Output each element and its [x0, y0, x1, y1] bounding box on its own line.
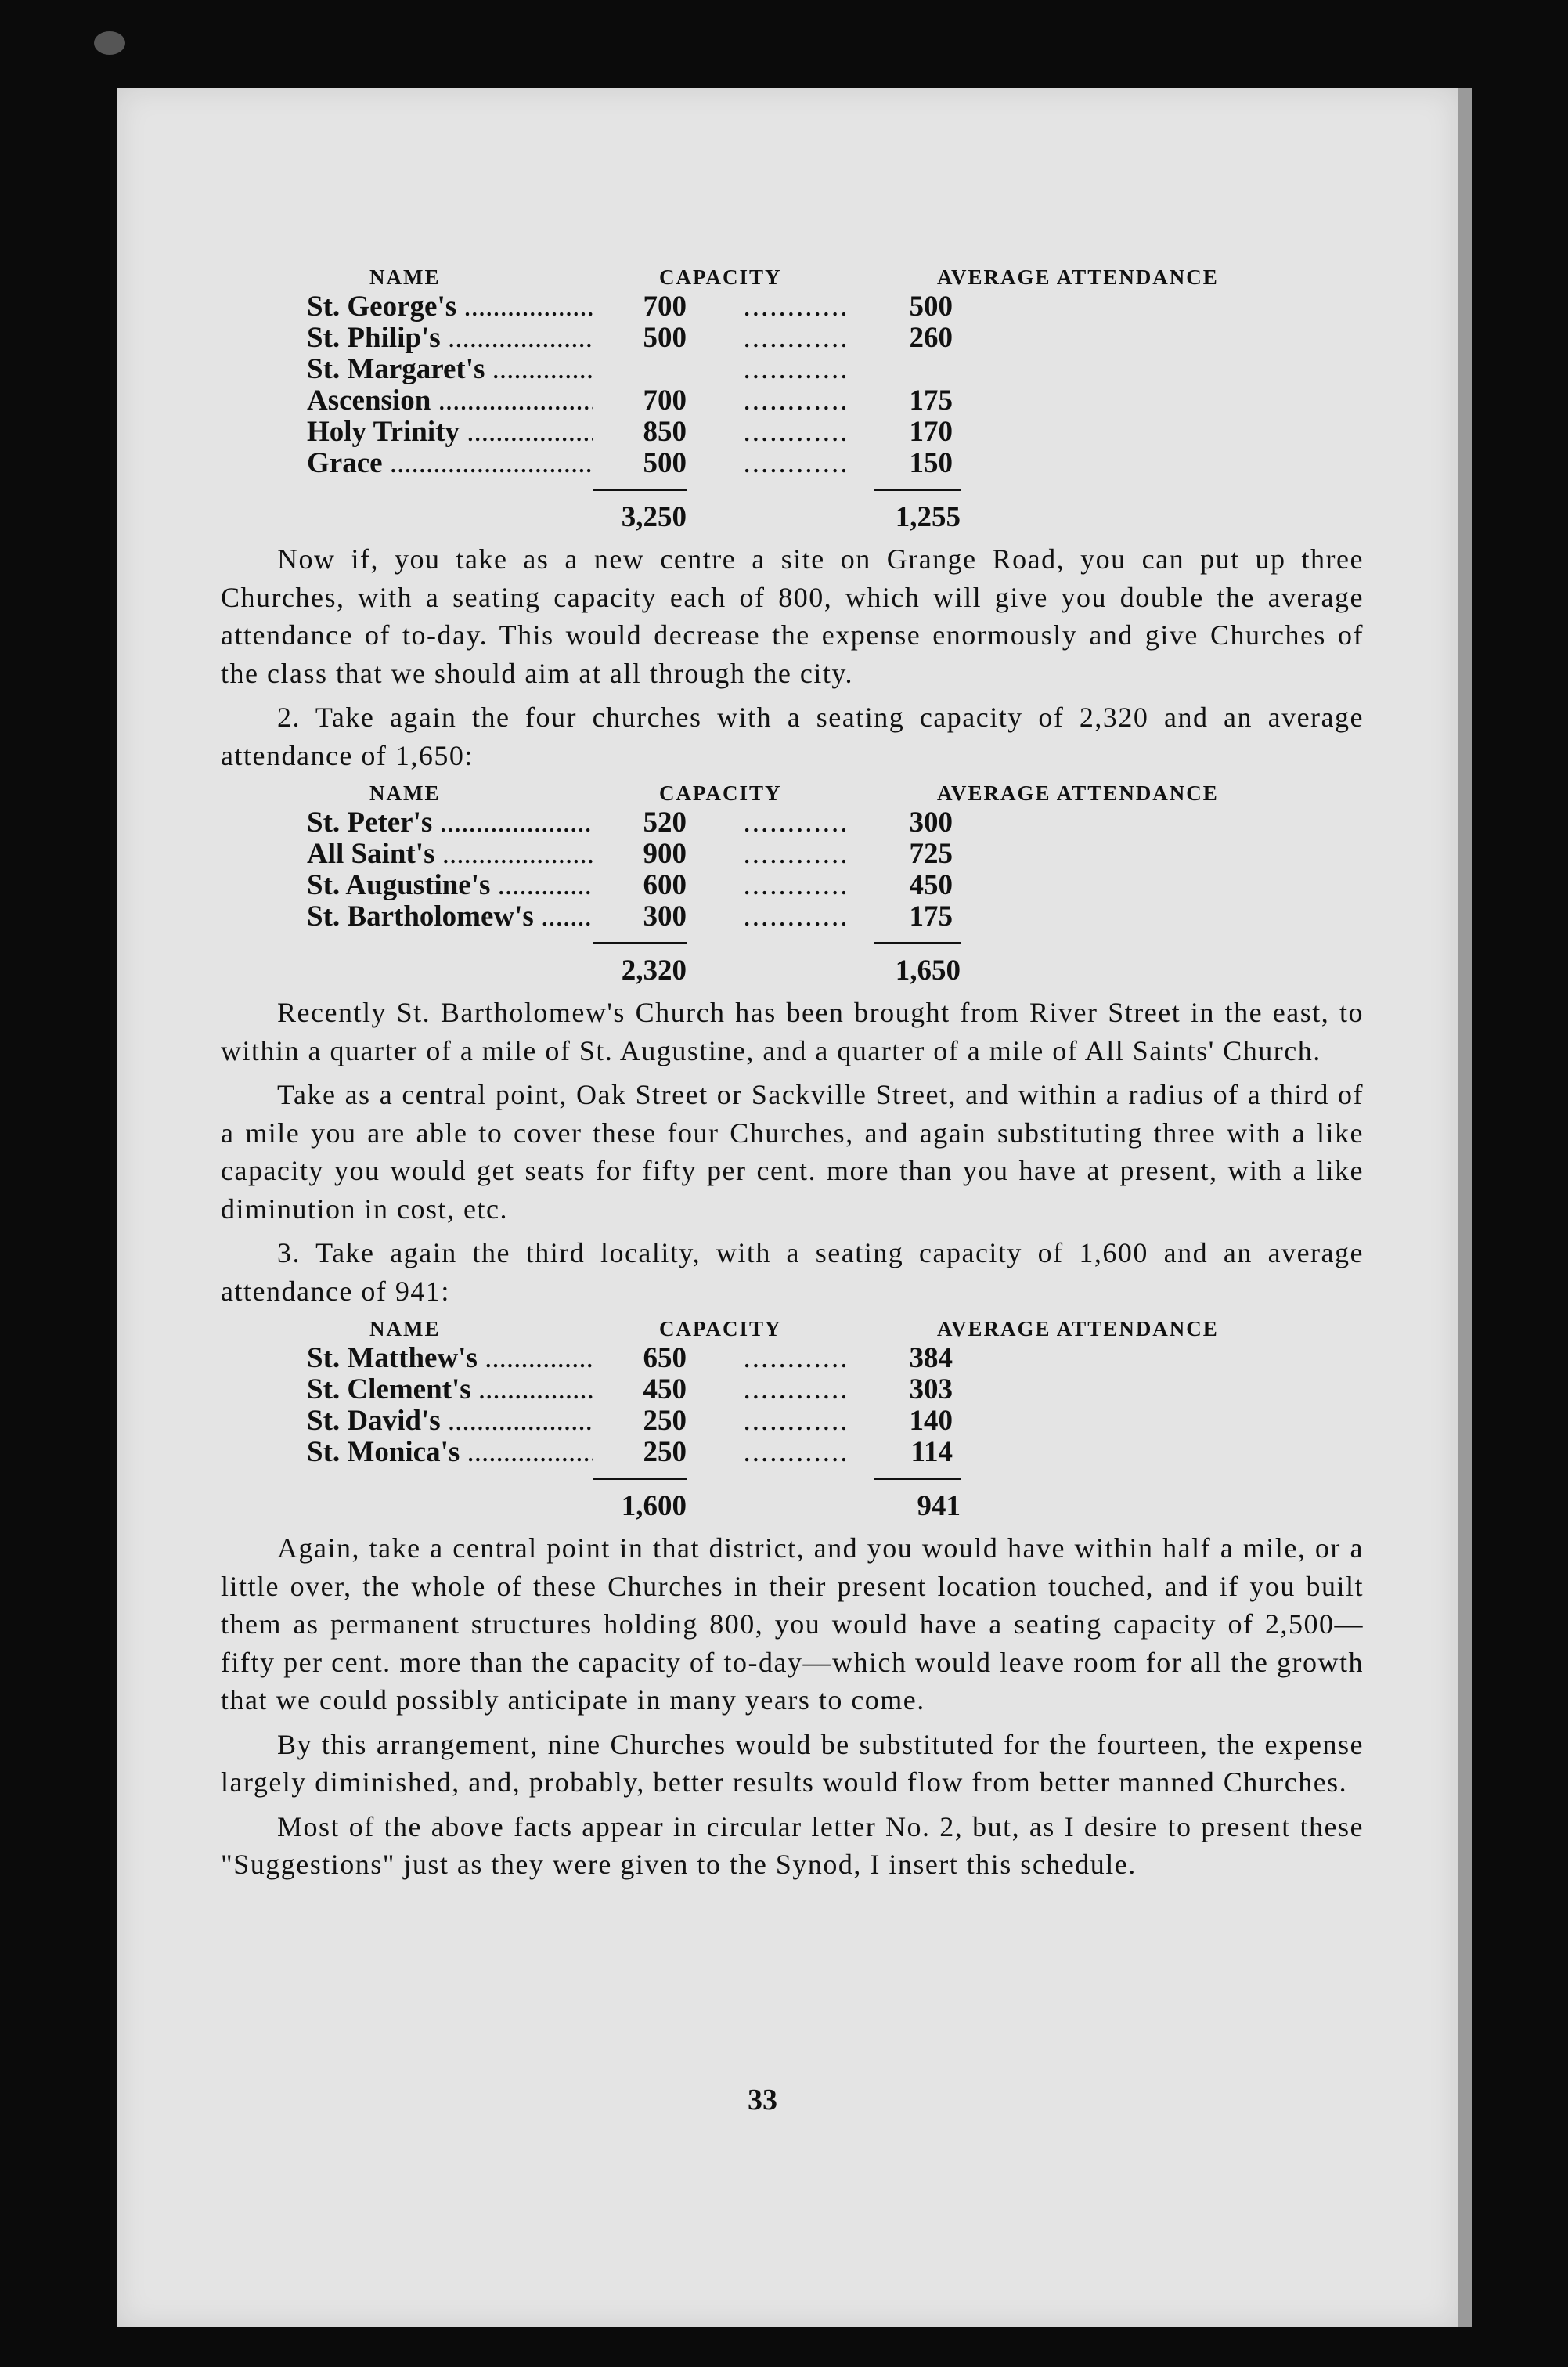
total-capacity: 2,320 [593, 942, 687, 987]
table-row [221, 415, 1364, 446]
header-attendance: AVERAGE ATTENDANCE [937, 1317, 1219, 1340]
total-capacity: 1,600 [593, 1478, 687, 1523]
paragraph: By this arrangement, nine Churches would be substituted for the fourteen, the expense largely diminished, and, probably, better results would flow from better manned Churches. [221, 1728, 1364, 1798]
table-row [221, 837, 1364, 868]
church-attendance: 300 [909, 806, 953, 839]
header-name: NAME [369, 781, 441, 805]
church-capacity: 500 [643, 322, 687, 354]
church-capacity: 900 [643, 838, 687, 870]
table-totals [221, 485, 1364, 534]
church-name: St. Bartholomew's ..... [221, 900, 593, 933]
table-1 [221, 258, 1364, 534]
table-row [221, 1404, 1364, 1435]
table-row [221, 1435, 1364, 1467]
church-capacity: 250 [643, 1436, 687, 1468]
leader-dots: ............ [743, 290, 849, 323]
leader-dots: ............ [743, 1342, 849, 1374]
table-row [221, 446, 1364, 478]
church-name: St. Augustine's ..... [221, 868, 593, 902]
leader-dots: ............ [743, 416, 849, 448]
church-capacity: 850 [643, 416, 687, 448]
table-row [221, 1341, 1364, 1373]
page-content [221, 258, 1364, 1884]
church-name: St. Margaret's ..... [221, 352, 593, 386]
leader-dots: ............ [743, 806, 849, 839]
leader-dots: ............ [743, 447, 849, 479]
church-name: St. Peter's ..... [221, 806, 593, 839]
church-name: St. Clement's ..... [221, 1373, 593, 1406]
table-row [221, 352, 1364, 384]
header-capacity: CAPACITY [659, 265, 782, 289]
table-3 [221, 1310, 1364, 1523]
church-attendance: 140 [909, 1405, 953, 1437]
church-capacity: 650 [643, 1342, 687, 1374]
church-attendance: 450 [909, 869, 953, 901]
church-attendance: 175 [909, 900, 953, 933]
leader-dots: ............ [743, 838, 849, 870]
total-attendance: 1,650 [874, 942, 961, 987]
church-name: Grace ..... [221, 446, 593, 480]
church-capacity: 250 [643, 1405, 687, 1437]
table-header [221, 1310, 1364, 1341]
paragraph: Again, take a central point in that district, and you would have within half a mile, or a little over, the whole of these Churches in their present location touched, and if you built them as permanent structures holding 800, you would have a seating capacity of 2,500—fifty per cent. more than the capacity of to-day—which would leave room for all the growth that we could possibly anticipate in many years to come. [221, 1532, 1364, 1716]
header-attendance: AVERAGE ATTENDANCE [937, 781, 1219, 805]
page-number: 33 [748, 2084, 777, 2116]
table-header [221, 774, 1364, 806]
table-totals [221, 939, 1364, 987]
leader-dots: ............ [743, 900, 849, 933]
table-row [221, 321, 1364, 352]
header-name: NAME [369, 265, 441, 289]
leader-dots: ............ [743, 1405, 849, 1437]
table-header [221, 258, 1364, 290]
church-capacity: 520 [643, 806, 687, 839]
paragraph: Now if, you take as a new centre a site on Grange Road, you can put up three Churches, with a seating capacity each of 800, which will give you double the average attendance of to-day. This would decrease the expense enormously and give Churches of the class that we should aim at all through the city. [221, 543, 1364, 689]
paragraph: Take as a central point, Oak Street or Sackville Street, and within a radius of a third of a mile you are able to cover these four Churches, and again substituting three with a like capacity you would get seats for fifty per cent. more than you have at present, with a like diminution in cost, etc. [221, 1079, 1364, 1225]
paragraph: Recently St. Bartholomew's Church has been brought from River Street in the east, to within a quarter of a mile of St. Augustine, and a quarter of a mile of All Saints' Church. [221, 997, 1364, 1066]
paragraph: Most of the above facts appear in circular letter No. 2, but, as I desire to present these "Suggestions" just as they were given to the Synod, I insert this schedule. [221, 1810, 1364, 1880]
leader-dots: ............ [743, 1373, 849, 1405]
church-name: Ascension ..... [221, 384, 593, 417]
leader-dots: ............ [743, 869, 849, 901]
table-2 [221, 774, 1364, 987]
header-capacity: CAPACITY [659, 1317, 782, 1340]
scan-speck [94, 31, 125, 55]
church-name: St. George's ..... [221, 290, 593, 323]
church-capacity: 450 [643, 1373, 687, 1405]
church-attendance: 725 [909, 838, 953, 870]
church-name: St. Monica's ..... [221, 1435, 593, 1469]
church-attendance: 170 [909, 416, 953, 448]
table-row [221, 384, 1364, 415]
leader-dots: ............ [743, 384, 849, 417]
total-capacity: 3,250 [593, 489, 687, 534]
leader-dots: ............ [743, 353, 849, 385]
total-attendance: 1,255 [874, 489, 961, 534]
header-attendance: AVERAGE ATTENDANCE [937, 265, 1219, 289]
church-attendance: 150 [909, 447, 953, 479]
church-attendance: 500 [909, 290, 953, 323]
church-capacity: 500 [643, 447, 687, 479]
table-row [221, 1373, 1364, 1404]
paragraph: 2. Take again the four churches with a seating capacity of 2,320 and an average attendance of 1,650: [221, 702, 1364, 771]
table-row [221, 806, 1364, 837]
table-row [221, 900, 1364, 931]
church-capacity: 700 [643, 384, 687, 417]
church-attendance: 114 [910, 1436, 953, 1468]
church-name: Holy Trinity ..... [221, 415, 593, 449]
table-row [221, 290, 1364, 321]
header-name: NAME [369, 1317, 441, 1340]
paragraph: 3. Take again the third locality, with a seating capacity of 1,600 and an average attendance of 941: [221, 1237, 1364, 1307]
church-name: St. Philip's ..... [221, 321, 593, 355]
page-edge [1458, 88, 1472, 2327]
church-capacity: 300 [643, 900, 687, 933]
header-capacity: CAPACITY [659, 781, 782, 805]
church-name: All Saint's ..... [221, 837, 593, 871]
church-name: St. David's ..... [221, 1404, 593, 1438]
church-attendance: 303 [909, 1373, 953, 1405]
church-capacity: 600 [643, 869, 687, 901]
leader-dots: ............ [743, 322, 849, 354]
table-totals [221, 1474, 1364, 1523]
church-attendance: 384 [909, 1342, 953, 1374]
leader-dots: ............ [743, 1436, 849, 1468]
church-capacity: 700 [643, 290, 687, 323]
church-attendance: 175 [909, 384, 953, 417]
church-attendance: 260 [909, 322, 953, 354]
table-row [221, 868, 1364, 900]
church-name: St. Matthew's ..... [221, 1341, 593, 1375]
total-attendance: 941 [874, 1478, 961, 1523]
